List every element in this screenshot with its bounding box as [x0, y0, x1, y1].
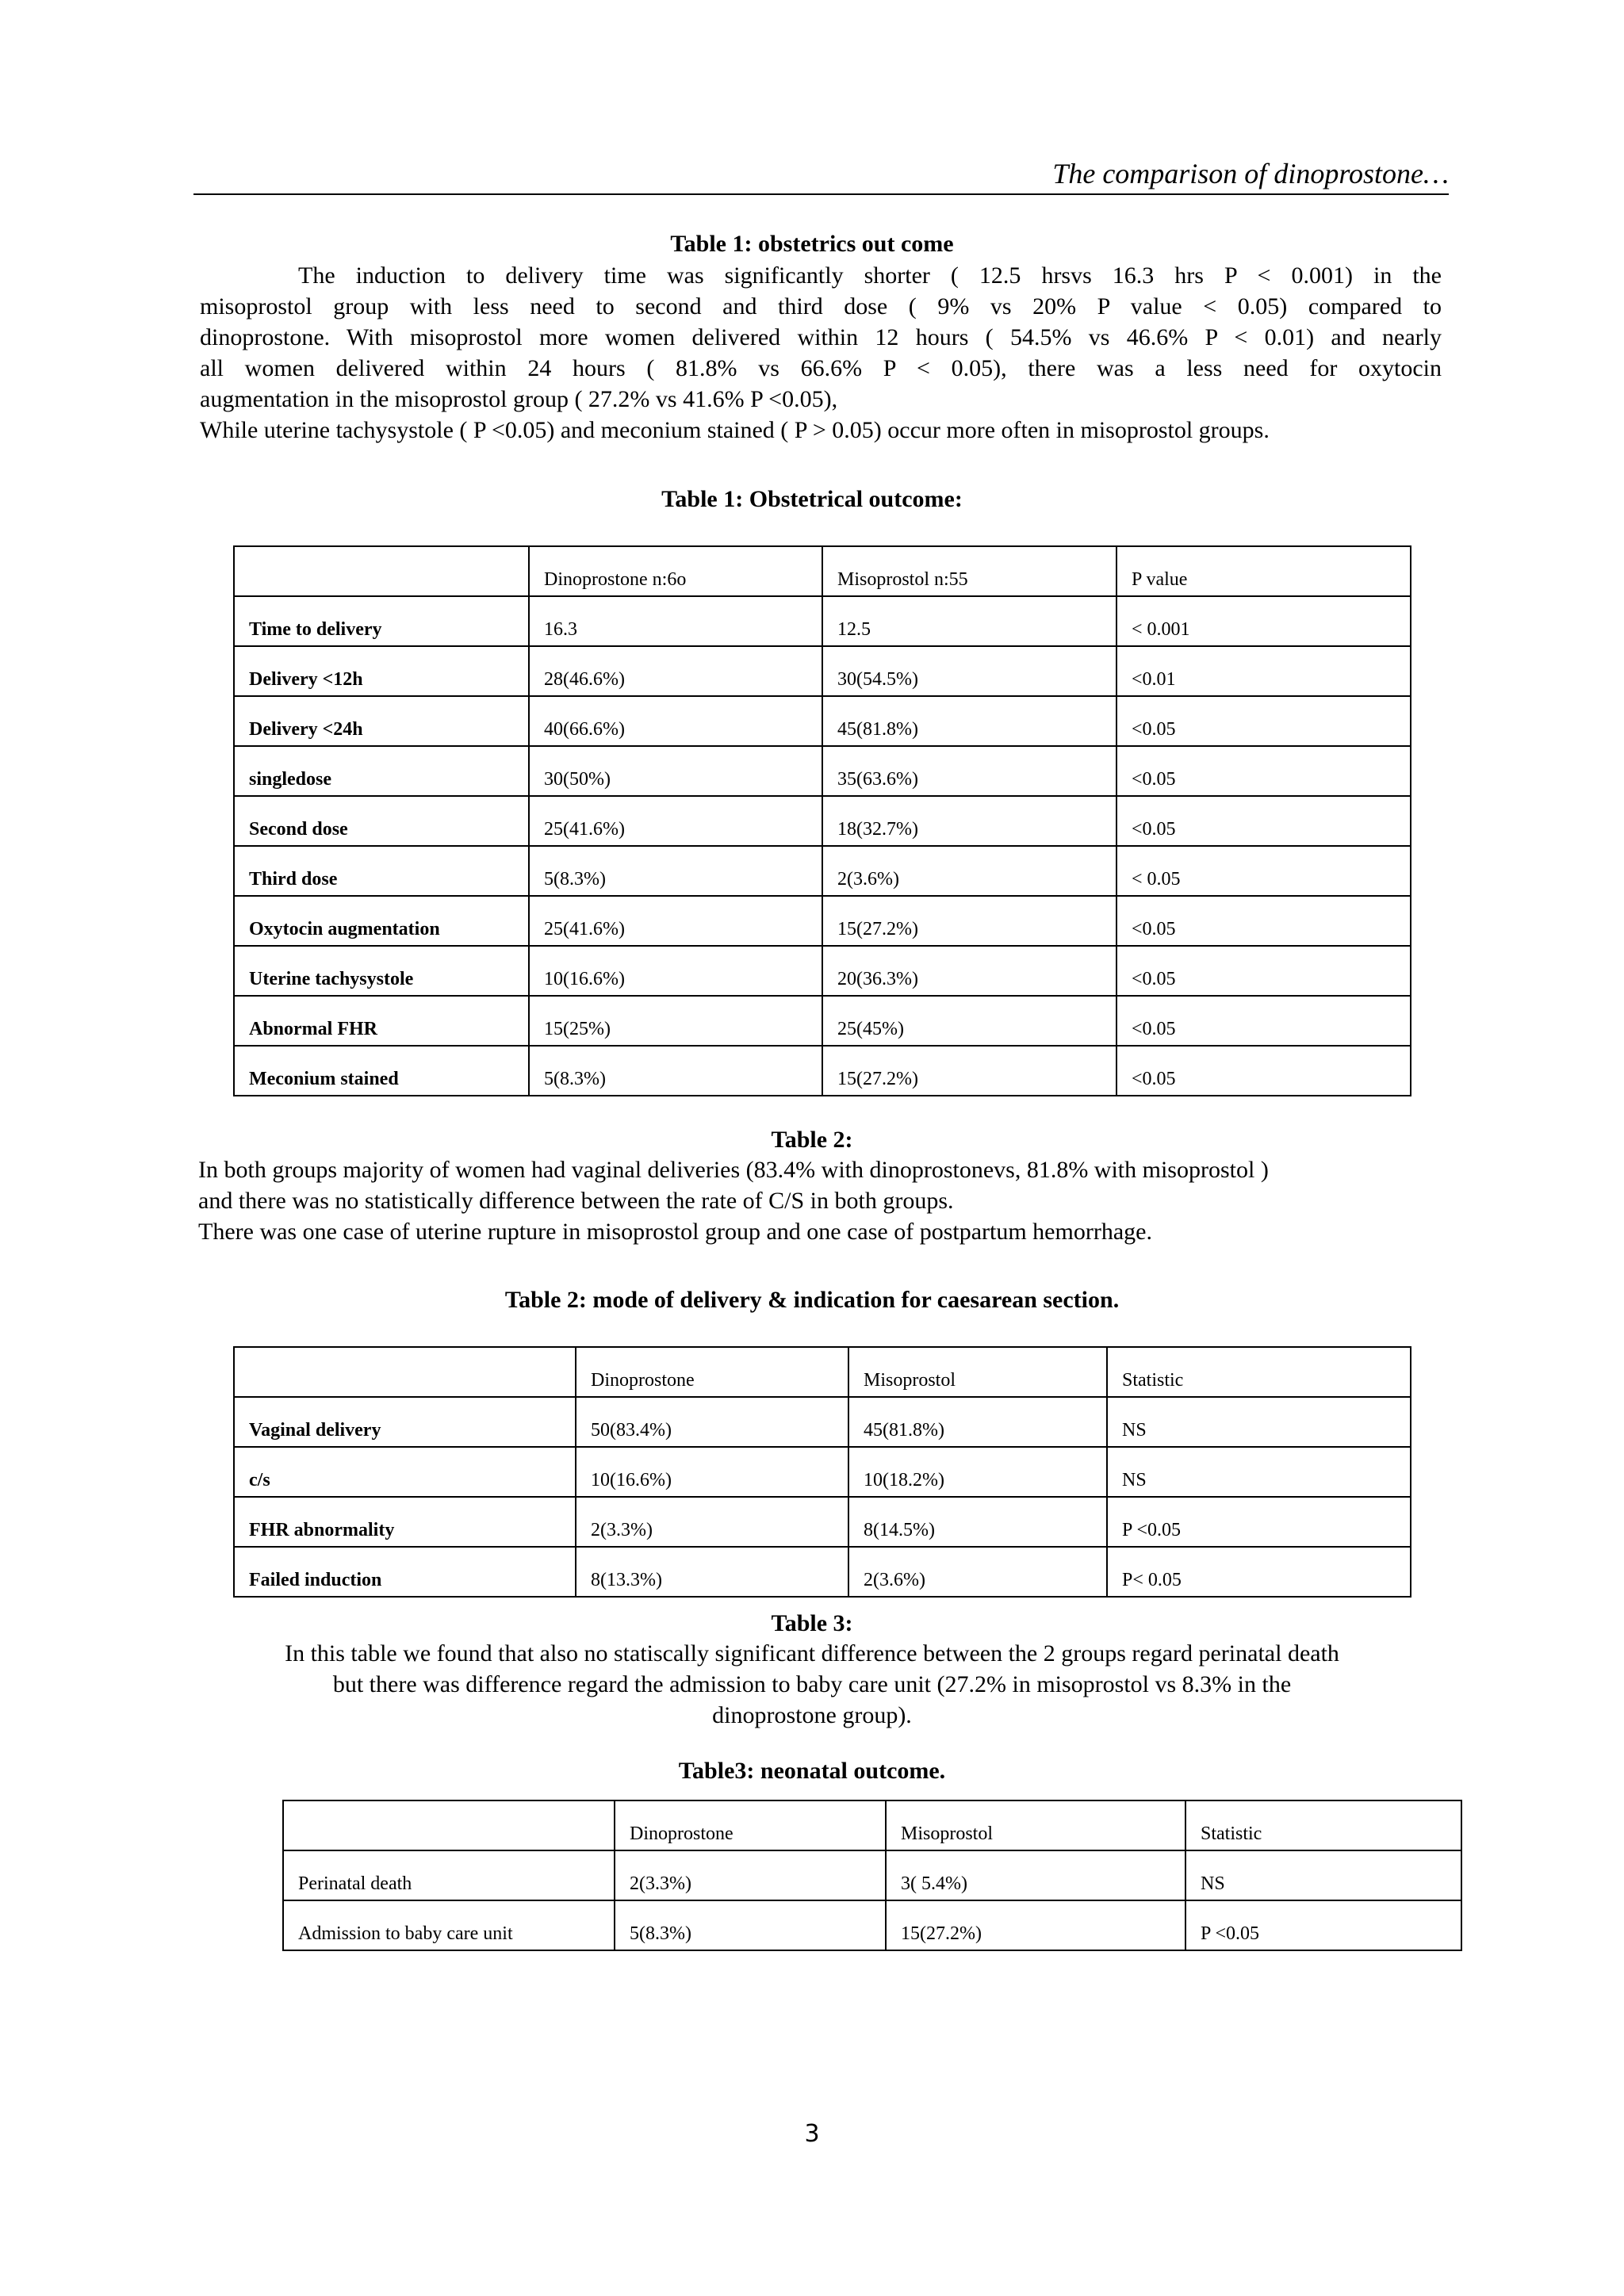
paragraph-line: The induction to delivery time was significantly shorter ( 12.5 hrsvs 16.3 hrs P < 0.001) in the [298, 262, 1442, 289]
table-cell: 8(13.3%) [576, 1547, 848, 1597]
row-label: Delivery <24h [234, 696, 529, 746]
section2-heading: Table 2: [771, 1127, 853, 1153]
table-header-row [283, 1800, 1461, 1850]
table-cell: 15(27.2%) [822, 1046, 1116, 1096]
table-row [234, 646, 1411, 696]
table3-neonatal-outcome [282, 1800, 1462, 1951]
running-header: The comparison of dinoprostone… [1052, 158, 1449, 189]
table-cell: <0.05 [1116, 696, 1411, 746]
row-label: Time to delivery [234, 596, 529, 646]
table-row [234, 1046, 1411, 1096]
table-cell: P <0.05 [1107, 1497, 1411, 1547]
table2-mode-of-delivery [233, 1346, 1411, 1598]
row-label: FHR abnormality [234, 1497, 576, 1547]
table-row [283, 1900, 1461, 1950]
table-cell: 45(81.8%) [822, 696, 1116, 746]
table-cell: 28(46.6%) [529, 646, 822, 696]
section1-heading: Table 1: obstetrics out come [670, 231, 954, 257]
row-label: Uterine tachysystole [234, 946, 529, 996]
header-cell: Statistic [1185, 1800, 1461, 1850]
table-row [234, 1547, 1411, 1597]
header-cell [234, 1347, 576, 1397]
header-cell [283, 1800, 615, 1850]
table-cell: 2(3.6%) [848, 1547, 1107, 1597]
table-cell: 2(3.3%) [576, 1497, 848, 1547]
table-cell: 45(81.8%) [848, 1397, 1107, 1447]
table-row [234, 696, 1411, 746]
table-cell: 20(36.3%) [822, 946, 1116, 996]
table-header-row [234, 546, 1411, 596]
paragraph-line: dinoprostone group). [712, 1702, 912, 1728]
table-cell: 5(8.3%) [529, 846, 822, 896]
table-cell: <0.05 [1116, 746, 1411, 796]
table-row [234, 896, 1411, 946]
table-cell: 3( 5.4%) [886, 1850, 1185, 1900]
header-cell: Misoprostol n:55 [822, 546, 1116, 596]
section3-heading: Table 3: [771, 1610, 853, 1636]
table-cell: < 0.05 [1116, 846, 1411, 896]
row-label: Failed induction [234, 1547, 576, 1597]
table-row [234, 796, 1411, 846]
row-label: c/s [234, 1447, 576, 1497]
table-cell: <0.05 [1116, 946, 1411, 996]
table-cell: <0.05 [1116, 1046, 1411, 1096]
table-cell: 15(27.2%) [822, 896, 1116, 946]
row-label: Third dose [234, 846, 529, 896]
table-cell: 12.5 [822, 596, 1116, 646]
table-cell: 30(54.5%) [822, 646, 1116, 696]
header-cell [234, 546, 529, 596]
header-cell: Dinoprostone [615, 1800, 886, 1850]
table-row [234, 746, 1411, 796]
table-cell: 35(63.6%) [822, 746, 1116, 796]
table-cell: 40(66.6%) [529, 696, 822, 746]
row-label: Admission to baby care unit [283, 1900, 615, 1950]
table-row [234, 996, 1411, 1046]
table-cell: 30(50%) [529, 746, 822, 796]
row-label: Delivery <12h [234, 646, 529, 696]
table-cell: 10(16.6%) [576, 1447, 848, 1497]
table-row [283, 1850, 1461, 1900]
paragraph-line: augmentation in the misoprostol group ( 27.2% vs 41.6% P <0.05), [200, 386, 838, 412]
table-cell: 5(8.3%) [529, 1046, 822, 1096]
header-cell: Dinoprostone [576, 1347, 848, 1397]
paragraph-line: but there was difference regard the admission to baby care unit (27.2% in misoprostol vs 8.3% in the [332, 1671, 1292, 1697]
table-cell: NS [1107, 1447, 1411, 1497]
table-header-row [234, 1347, 1411, 1397]
table-cell: 16.3 [529, 596, 822, 646]
page-number: 3 [804, 2120, 820, 2148]
row-label: Vaginal delivery [234, 1397, 576, 1447]
section3-paragraph [0, 1638, 1624, 1731]
table-row [234, 946, 1411, 996]
table-row [234, 1447, 1411, 1497]
header-rule [193, 193, 1449, 195]
row-label: singledose [234, 746, 529, 796]
table1-obstetrical-outcome [233, 545, 1411, 1096]
table-cell: 25(41.6%) [529, 896, 822, 946]
table-row [234, 596, 1411, 646]
table3-title: Table3: neonatal outcome. [678, 1758, 946, 1784]
table-cell: P< 0.05 [1107, 1547, 1411, 1597]
section2-paragraph [198, 1154, 1451, 1247]
table-row [234, 1497, 1411, 1547]
table-cell: 10(18.2%) [848, 1447, 1107, 1497]
table-cell: 25(45%) [822, 996, 1116, 1046]
table2-title: Table 2: mode of delivery & indication for caesarean section. [504, 1287, 1120, 1313]
table-cell: 50(83.4%) [576, 1397, 848, 1447]
table-cell: NS [1107, 1397, 1411, 1447]
table-cell: P <0.05 [1185, 1900, 1461, 1950]
table-cell: 15(27.2%) [886, 1900, 1185, 1950]
row-label: Oxytocin augmentation [234, 896, 529, 946]
table1-title: Table 1: Obstetrical outcome: [661, 486, 963, 512]
header-cell: Dinoprostone n:6o [529, 546, 822, 596]
table-cell: 25(41.6%) [529, 796, 822, 846]
table-cell: <0.05 [1116, 996, 1411, 1046]
row-label: Second dose [234, 796, 529, 846]
table-cell: 5(8.3%) [615, 1900, 886, 1950]
row-label: Meconium stained [234, 1046, 529, 1096]
paragraph-line: There was one case of uterine rupture in misoprostol group and one case of postpartum hemorrhage. [198, 1219, 1152, 1245]
paragraph-line: dinoprostone. With misoprostol more women delivered within 12 hours ( 54.5% vs 46.6% P < 0.01) and nearly [200, 324, 1442, 350]
paragraph-line: misoprostol group with less need to second and third dose ( 9% vs 20% P value < 0.05) compared to [200, 293, 1442, 320]
table-cell: NS [1185, 1850, 1461, 1900]
table-cell: 8(14.5%) [848, 1497, 1107, 1547]
row-label: Perinatal death [283, 1850, 615, 1900]
paragraph-line: all women delivered within 24 hours ( 81.8% vs 66.6% P < 0.05), there was a less need for oxytocin [200, 355, 1442, 381]
header-cell: P value [1116, 546, 1411, 596]
header-cell: Misoprostol [848, 1347, 1107, 1397]
table-cell: 18(32.7%) [822, 796, 1116, 846]
row-label: Abnormal FHR [234, 996, 529, 1046]
table-cell: < 0.001 [1116, 596, 1411, 646]
table-cell: 2(3.3%) [615, 1850, 886, 1900]
header-cell: Statistic [1107, 1347, 1411, 1397]
table-cell: <0.01 [1116, 646, 1411, 696]
section1-paragraph [200, 260, 1442, 446]
table-cell: 15(25%) [529, 996, 822, 1046]
paragraph-line: While uterine tachysystole ( P <0.05) and meconium stained ( P > 0.05) occur more often in misoprostol groups. [200, 417, 1270, 443]
header-cell: Misoprostol [886, 1800, 1185, 1850]
table-cell: <0.05 [1116, 896, 1411, 946]
table-cell: 2(3.6%) [822, 846, 1116, 896]
table-row [234, 1397, 1411, 1447]
table-row [234, 846, 1411, 896]
paragraph-line: In both groups majority of women had vaginal deliveries (83.4% with dinoprostonevs, 81.8% with misoprostol ) [198, 1157, 1269, 1183]
table-cell: 10(16.6%) [529, 946, 822, 996]
paragraph-line: and there was no statistically difference between the rate of C/S in both groups. [198, 1188, 954, 1214]
paragraph-line: In this table we found that also no statiscally significant difference between the 2 groups regard perinatal death [285, 1640, 1339, 1667]
table-cell: <0.05 [1116, 796, 1411, 846]
